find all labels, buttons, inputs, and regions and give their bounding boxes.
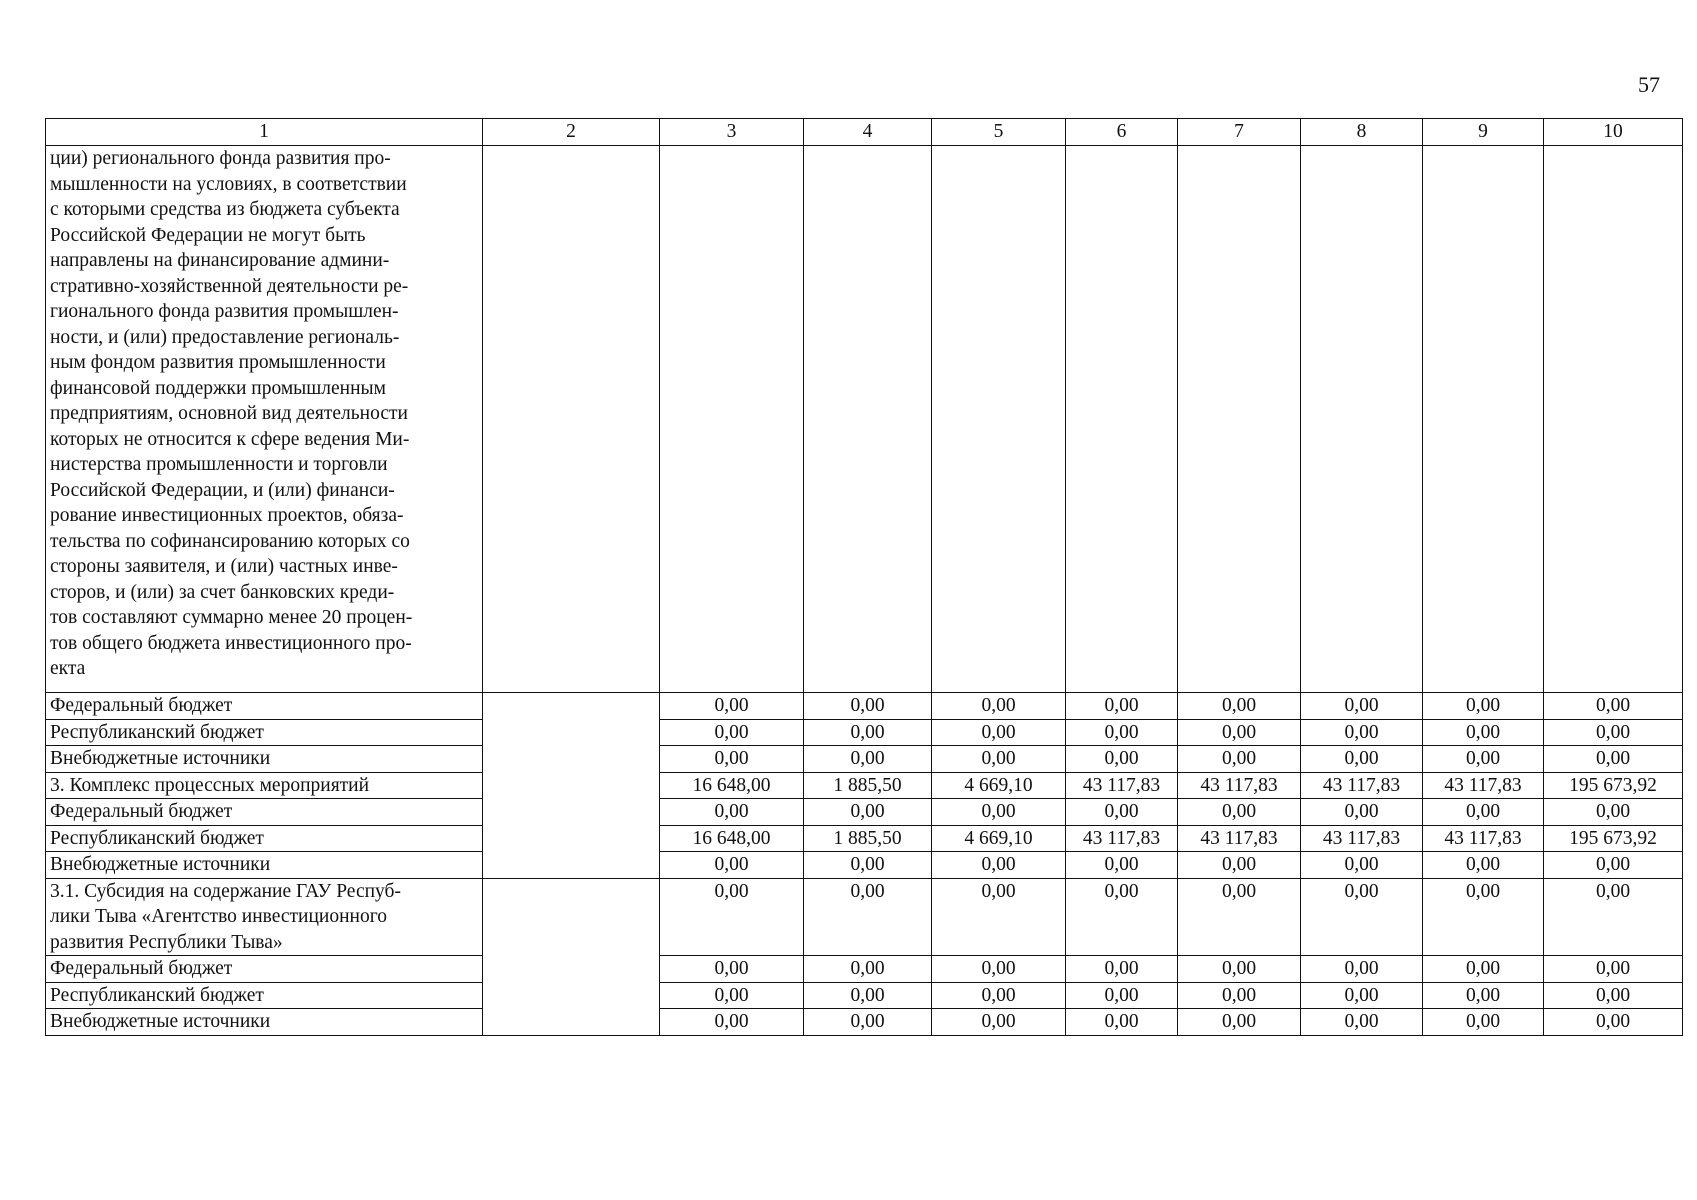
table-row: [46, 956, 1683, 983]
value-cell: 0,00: [660, 693, 804, 720]
value-cell: 43 117,83: [1301, 772, 1423, 799]
value-cell: 0,00: [932, 719, 1066, 746]
subsidy-row: [46, 878, 1683, 956]
column-header: 10: [1544, 119, 1683, 146]
value-cell: 43 117,83: [1066, 825, 1178, 852]
value-cell: 0,00: [1423, 852, 1544, 879]
value-cell: 0,00: [1066, 746, 1178, 773]
table-row: [46, 772, 1683, 799]
subsidy-label-line: развития Республики Тыва»: [50, 931, 283, 953]
value-cell: 0,00: [1544, 956, 1683, 983]
table-row: [46, 799, 1683, 826]
value-cell: 0,00: [660, 719, 804, 746]
row-label: Федеральный бюджет: [46, 799, 483, 826]
value-cell: 0,00: [1178, 956, 1301, 983]
intro-text-line: финансовой поддержки промышленным: [50, 377, 386, 399]
row-label: Внебюджетные источники: [46, 852, 483, 879]
value-cell: 0,00: [932, 1009, 1066, 1036]
value-cell: 0,00: [1066, 1009, 1178, 1036]
column-header: 1: [46, 119, 483, 146]
intro-text-line: направлены на финансирование админи-: [50, 250, 390, 271]
table-row: [46, 852, 1683, 879]
subsidy-label-line: лики Тыва «Агентство инвестиционного: [50, 906, 387, 927]
page-number: 57: [1638, 72, 1660, 97]
intro-text-line: Российской Федерации не могут быть: [50, 224, 366, 246]
value-cell: 43 117,83: [1423, 772, 1544, 799]
intro-text-cell: [46, 146, 483, 693]
value-cell: 0,00: [1423, 799, 1544, 826]
value-cell: 0,00: [1066, 878, 1178, 956]
value-cell: 0,00: [660, 746, 804, 773]
value-cell: 0,00: [1544, 982, 1683, 1009]
value-cell: 0,00: [1178, 1009, 1301, 1036]
row-label: 3. Комплекс процессных мероприятий: [46, 772, 483, 799]
column-header: 9: [1423, 119, 1544, 146]
subsidy-label-line: 3.1. Субсидия на содержание ГАУ Респуб-: [50, 880, 401, 902]
value-cell: 0,00: [1178, 746, 1301, 773]
value-cell: 0,00: [1544, 746, 1683, 773]
value-cell: 43 117,83: [1178, 772, 1301, 799]
column-header: 7: [1178, 119, 1301, 146]
table-row: [46, 1009, 1683, 1036]
intro-text-line: гионального фонда развития промышлен-: [50, 301, 399, 322]
value-cell: 0,00: [1544, 852, 1683, 879]
empty-cell: [660, 146, 804, 693]
intro-text-line: стративно-хозяйственной деятельности ре-: [50, 275, 409, 297]
value-cell: 0,00: [1301, 852, 1423, 879]
value-cell: 0,00: [1178, 799, 1301, 826]
value-cell: 0,00: [932, 852, 1066, 879]
empty-cell: [804, 146, 932, 693]
value-cell: 0,00: [1423, 878, 1544, 956]
value-cell: 0,00: [1423, 1009, 1544, 1036]
value-cell: 16 648,00: [660, 772, 804, 799]
value-cell: 195 673,92: [1544, 772, 1683, 799]
value-cell: 0,00: [1301, 719, 1423, 746]
row-label: Республиканский бюджет: [46, 825, 483, 852]
budget-table: [45, 118, 1683, 1036]
value-cell: 0,00: [660, 878, 804, 956]
row-label: Республиканский бюджет: [46, 982, 483, 1009]
value-cell: 0,00: [804, 799, 932, 826]
value-cell: 0,00: [804, 719, 932, 746]
value-cell: 0,00: [1066, 719, 1178, 746]
row-label: Внебюджетные источники: [46, 1009, 483, 1036]
value-cell: 0,00: [1066, 799, 1178, 826]
value-cell: 0,00: [1066, 852, 1178, 879]
intro-text-line: с которыми средства из бюджета субъекта: [50, 199, 400, 220]
value-cell: 1 885,50: [804, 825, 932, 852]
value-cell: 0,00: [804, 1009, 932, 1036]
column-header: 4: [804, 119, 932, 146]
value-cell: 0,00: [1423, 956, 1544, 983]
column-header: 6: [1066, 119, 1178, 146]
value-cell: 0,00: [1301, 746, 1423, 773]
value-cell: 0,00: [1544, 1009, 1683, 1036]
empty-cell: [483, 146, 660, 693]
value-cell: 0,00: [1178, 693, 1301, 720]
value-cell: 0,00: [804, 956, 932, 983]
value-cell: 43 117,83: [1301, 825, 1423, 852]
intro-text-line: стороны заявителя, и (или) частных инве-: [50, 556, 398, 577]
value-cell: 0,00: [1544, 878, 1683, 956]
intro-text-line: рование инвестиционных проектов, обяза-: [50, 505, 404, 526]
intro-row: [46, 146, 1683, 693]
value-cell: 43 117,83: [1423, 825, 1544, 852]
table-row: [46, 719, 1683, 746]
value-cell: 0,00: [1301, 878, 1423, 956]
intro-text-line: которых не относится к сфере ведения Ми-: [50, 428, 410, 450]
value-cell: 0,00: [660, 1009, 804, 1036]
value-cell: 0,00: [932, 693, 1066, 720]
row-label: Федеральный бюджет: [46, 693, 483, 720]
value-cell: 4 669,10: [932, 825, 1066, 852]
value-cell: 0,00: [932, 799, 1066, 826]
intro-text-line: екта: [50, 658, 86, 679]
value-cell: 4 669,10: [932, 772, 1066, 799]
column-header: 8: [1301, 119, 1423, 146]
value-cell: 0,00: [932, 956, 1066, 983]
value-cell: 0,00: [804, 982, 932, 1009]
intro-text-line: тов составляют суммарно менее 20 процен-: [50, 607, 413, 628]
value-cell: 195 673,92: [1544, 825, 1683, 852]
value-cell: 16 648,00: [660, 825, 804, 852]
value-cell: 0,00: [932, 746, 1066, 773]
value-cell: 0,00: [1178, 982, 1301, 1009]
table-row: [46, 693, 1683, 720]
empty-cell: [1178, 146, 1301, 693]
value-cell: 0,00: [1423, 982, 1544, 1009]
row-label: Республиканский бюджет: [46, 719, 483, 746]
intro-text-line: ным фондом развития промышленности: [50, 352, 386, 373]
value-cell: 0,00: [1301, 693, 1423, 720]
column-2-cell: [483, 878, 660, 1035]
intro-text-line: сторов, и (или) за счет банковских креди-: [50, 581, 395, 603]
intro-text-line: предприятиям, основной вид деятельности: [50, 403, 408, 424]
table-row: [46, 746, 1683, 773]
table-row: [46, 825, 1683, 852]
empty-cell: [1544, 146, 1683, 693]
value-cell: 0,00: [660, 799, 804, 826]
intro-text-line: тов общего бюджета инвестиционного про-: [50, 632, 412, 654]
intro-text-line: ции) регионального фонда развития про-: [50, 148, 391, 169]
table-body: [46, 119, 1683, 1036]
empty-cell: [1423, 146, 1544, 693]
value-cell: 0,00: [804, 852, 932, 879]
value-cell: 0,00: [1066, 693, 1178, 720]
value-cell: 0,00: [660, 956, 804, 983]
intro-text-line: мышленности на условиях, в соответствии: [50, 173, 407, 195]
value-cell: 0,00: [1301, 982, 1423, 1009]
value-cell: 0,00: [1178, 719, 1301, 746]
value-cell: 0,00: [1066, 982, 1178, 1009]
column-2-cell: [483, 693, 660, 879]
value-cell: 0,00: [1544, 799, 1683, 826]
value-cell: 43 117,83: [1178, 825, 1301, 852]
intro-text-line: ности, и (или) предоставление региональ-: [50, 326, 400, 348]
intro-text-line: Российской Федерации, и (или) финанси-: [50, 479, 395, 501]
empty-cell: [1301, 146, 1423, 693]
value-cell: 0,00: [1301, 799, 1423, 826]
value-cell: 0,00: [1423, 746, 1544, 773]
value-cell: 0,00: [660, 982, 804, 1009]
value-cell: 1 885,50: [804, 772, 932, 799]
row-label: Федеральный бюджет: [46, 956, 483, 983]
value-cell: 0,00: [1301, 1009, 1423, 1036]
value-cell: 0,00: [804, 878, 932, 956]
value-cell: 0,00: [1423, 719, 1544, 746]
value-cell: 0,00: [1178, 852, 1301, 879]
value-cell: 0,00: [804, 693, 932, 720]
column-header: 2: [483, 119, 660, 146]
value-cell: 0,00: [660, 852, 804, 879]
value-cell: 0,00: [1178, 878, 1301, 956]
empty-cell: [932, 146, 1066, 693]
intro-text-line: тельства по софинансированию которых со: [50, 530, 410, 552]
value-cell: 43 117,83: [1066, 772, 1178, 799]
value-cell: 0,00: [1544, 719, 1683, 746]
intro-text-line: нистерства промышленности и торговли: [50, 454, 388, 475]
table-row: [46, 982, 1683, 1009]
value-cell: 0,00: [1544, 693, 1683, 720]
column-header: 5: [932, 119, 1066, 146]
value-cell: 0,00: [1301, 956, 1423, 983]
value-cell: 0,00: [804, 746, 932, 773]
value-cell: 0,00: [932, 878, 1066, 956]
subsidy-label-cell: [46, 878, 483, 956]
row-label: Внебюджетные источники: [46, 746, 483, 773]
column-header: 3: [660, 119, 804, 146]
value-cell: 0,00: [1066, 956, 1178, 983]
value-cell: 0,00: [932, 982, 1066, 1009]
empty-cell: [1066, 146, 1178, 693]
column-header-row: [46, 119, 1683, 146]
value-cell: 0,00: [1423, 693, 1544, 720]
